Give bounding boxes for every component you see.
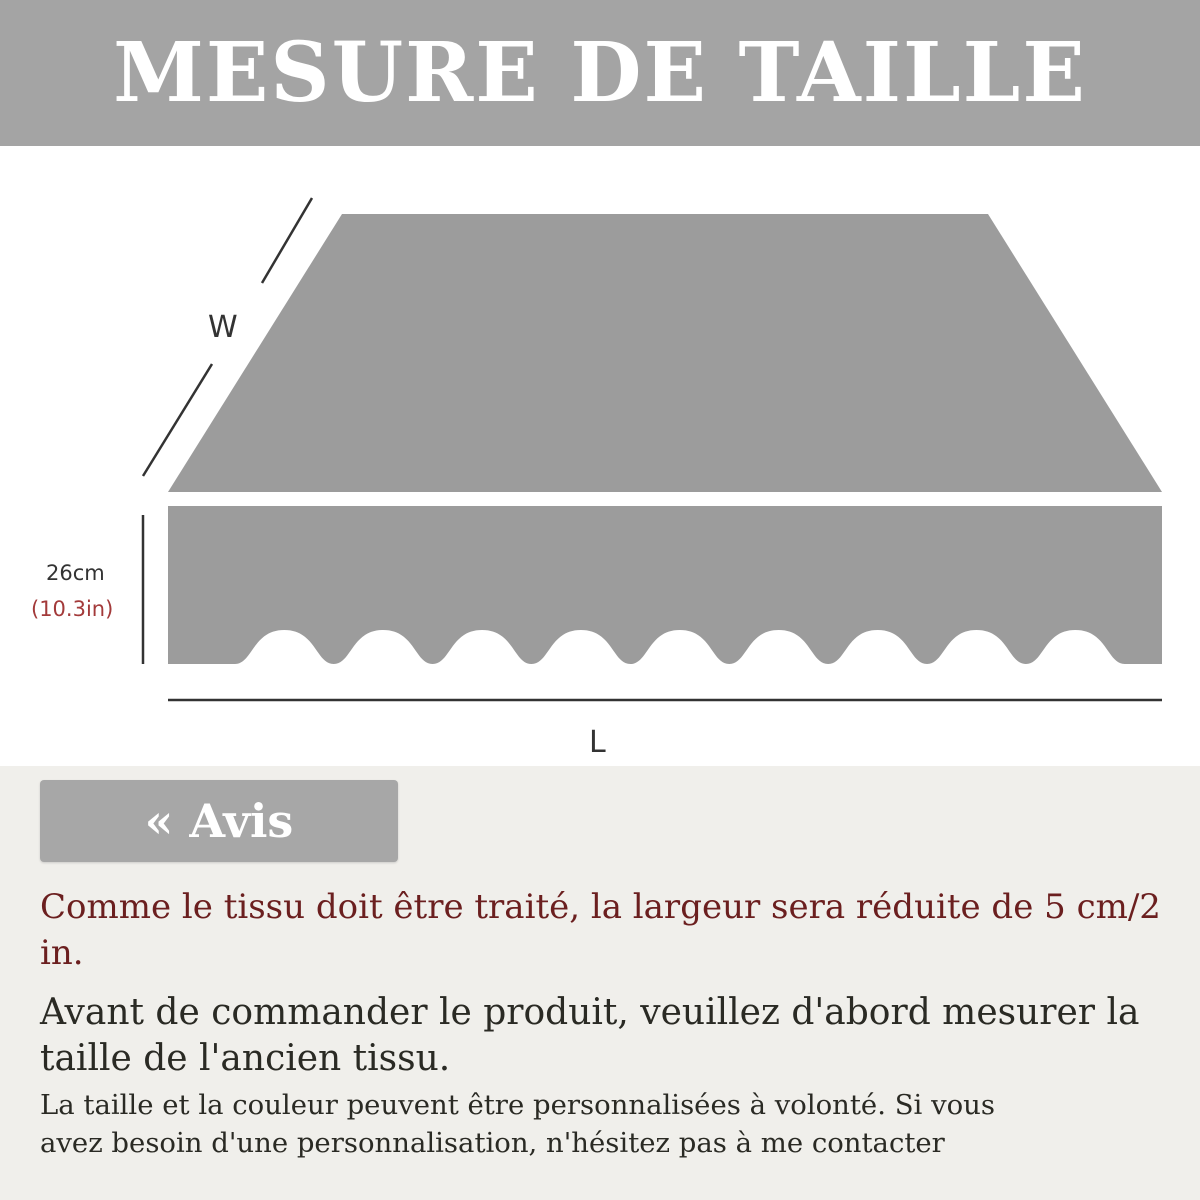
height-label-inch: (10.3in) <box>31 597 114 621</box>
customization-note-line-2: avez besoin d'une personnalisation, n'hésitez pas à me contacter <box>40 1127 945 1159</box>
awning-valance <box>168 506 1162 664</box>
length-label: L <box>589 725 606 760</box>
width-label: W <box>208 310 238 345</box>
height-label-cm: 26cm <box>46 561 105 585</box>
customization-note <box>40 1086 1200 1162</box>
awning-diagram <box>0 146 1200 766</box>
avis-button[interactable]: « Avis <box>40 780 398 862</box>
width-dimension-line-upper <box>262 198 312 283</box>
diagram-panel <box>0 146 1200 766</box>
page-title: MESURE DE TAILLE <box>113 25 1087 121</box>
customization-note-line-1: La taille et la couleur peuvent être personnalisées à volonté. Si vous <box>40 1089 995 1121</box>
measure-instruction: Avant de commander le produit, veuillez d'abord mesurer la taille de l'ancien tissu. <box>40 992 1140 1079</box>
width-reduction-note: Comme le tissu doit être traité, la largeur sera réduite de 5 cm/2 in. <box>40 887 1161 973</box>
awning-top-panel <box>168 214 1162 492</box>
header-banner <box>0 0 1200 146</box>
